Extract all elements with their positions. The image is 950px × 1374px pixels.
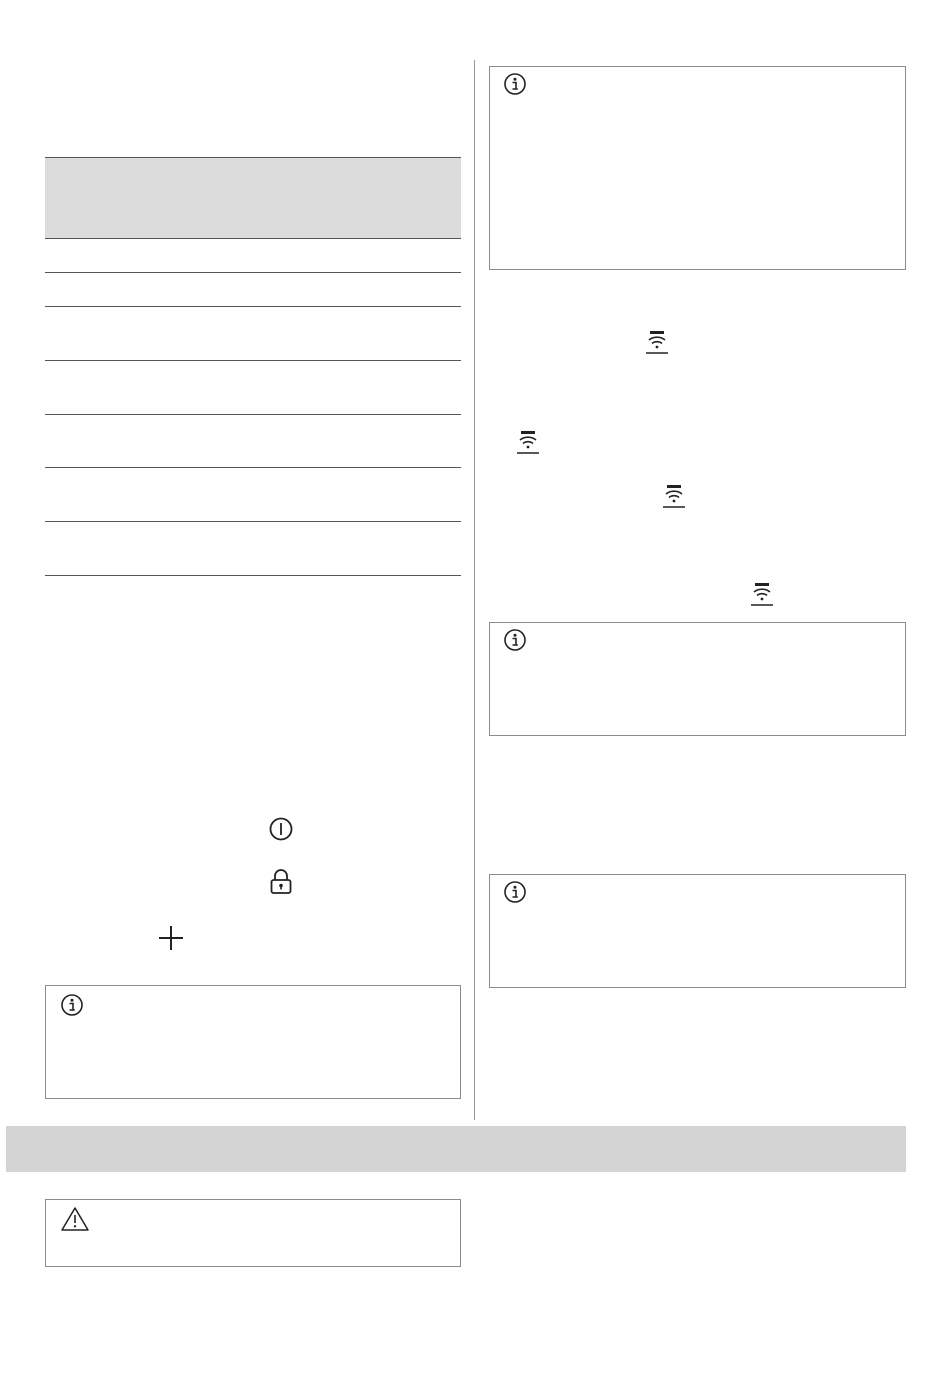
info-box [489,66,906,270]
table-row [45,467,461,522]
warning-box [45,1199,461,1267]
table-row [45,238,461,273]
hob2hood-icon [662,484,686,510]
table-header [45,157,461,239]
table-row [45,521,461,576]
table-row [45,306,461,361]
warning-icon [60,1206,90,1232]
table-row [45,360,461,415]
info-box [489,874,906,988]
hob2hood-icon [645,330,669,356]
info-icon [61,994,83,1016]
info-icon [504,73,526,95]
on-off-icon [268,816,294,842]
lock-icon [268,868,294,896]
info-box [45,985,461,1099]
info-icon [504,629,526,651]
section-header-bar [6,1126,906,1172]
column-divider [474,60,475,1120]
hob2hood-icon [750,582,774,608]
plus-icon [157,924,185,952]
table-row [45,272,461,307]
info-box [489,622,906,736]
hob2hood-icon [516,430,540,456]
table-row [45,414,461,468]
info-icon [504,881,526,903]
